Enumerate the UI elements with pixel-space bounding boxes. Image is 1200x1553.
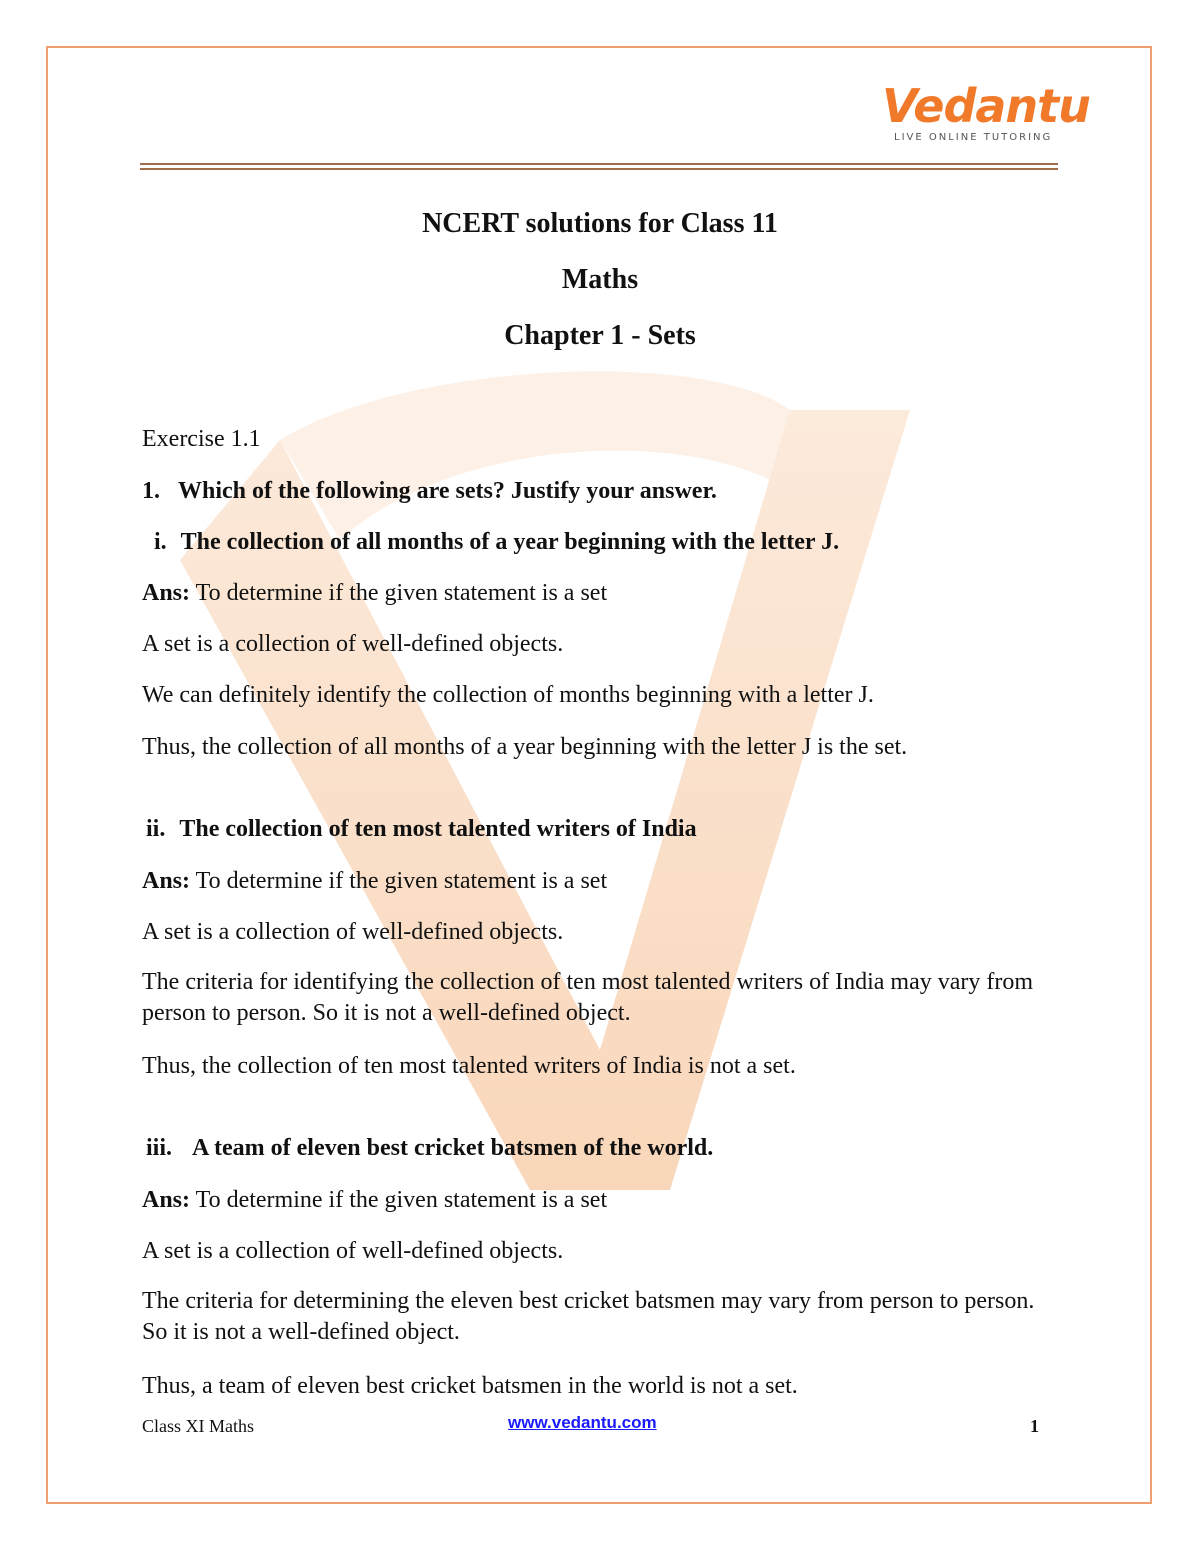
subject-title: Maths [561, 264, 639, 295]
answer-intro [142, 578, 607, 608]
answer-label: Ans: [142, 1187, 191, 1213]
part-question-text: A team of eleven best cricket batsmen of the world. [192, 1135, 714, 1161]
logo-tagline: LIVE ONLINE TUTORING [894, 132, 1053, 143]
footer-website-link[interactable]: www.vedantu.com [508, 1413, 657, 1432]
question-text: Which of the following are sets? Justify your answer. [178, 478, 717, 504]
part-question [146, 1133, 713, 1163]
part-label: ii. [146, 816, 166, 842]
part-question-text: The collection of all months of a year beginning with the letter J. [180, 529, 840, 555]
answer-label: Ans: [142, 868, 191, 894]
answer-line: We can definitely identify the collection of months beginning with a letter J. [142, 682, 874, 708]
answer-line: Thus, the collection of ten most talented writers of India is not a set. [142, 1053, 796, 1079]
part-question [154, 527, 839, 557]
answer-intro [142, 866, 607, 896]
exercise-heading: Exercise 1.1 [142, 426, 261, 452]
vedantu-logo [880, 78, 1090, 148]
question-heading [142, 476, 717, 506]
question-number: 1. [142, 478, 160, 504]
answer-intro-text: To determine if the given statement is a set [195, 868, 608, 894]
page-number: 1 [1030, 1416, 1039, 1436]
answer-label: Ans: [142, 580, 191, 606]
answer-line: A set is a collection of well-defined objects. [142, 919, 564, 945]
answer-intro [142, 1185, 607, 1215]
answer-intro-text: To determine if the given statement is a set [195, 580, 608, 606]
part-question [146, 814, 697, 844]
answer-line: Thus, a team of eleven best cricket batsmen in the world is not a set. [142, 1373, 798, 1399]
part-label: iii. [146, 1135, 173, 1161]
answer-line: A set is a collection of well-defined objects. [142, 1238, 564, 1264]
footer-class-label: Class XI Maths [142, 1416, 254, 1436]
answer-intro-text: To determine if the given statement is a set [195, 1187, 608, 1213]
answer-line: Thus, the collection of all months of a year beginning with the letter J is the set. [142, 734, 908, 760]
document-title: NCERT solutions for Class 11 [422, 208, 778, 239]
answer-paragraph: The criteria for determining the eleven best cricket batsmen may vary from person to person. So it is not a well-defined object. [142, 1288, 1035, 1345]
logo-wordmark: Vedantu [882, 79, 1090, 133]
part-label: i. [154, 529, 167, 555]
chapter-title: Chapter 1 - Sets [504, 320, 696, 351]
answer-line: A set is a collection of well-defined objects. [142, 631, 564, 657]
answer-paragraph: The criteria for identifying the collection of ten most talented writers of India may vary from person to person. So it is not a well-defined object. [142, 969, 1034, 1026]
part-question-text: The collection of ten most talented writers of India [179, 816, 697, 842]
header-rule [140, 163, 1058, 165]
header-rule [140, 168, 1058, 170]
